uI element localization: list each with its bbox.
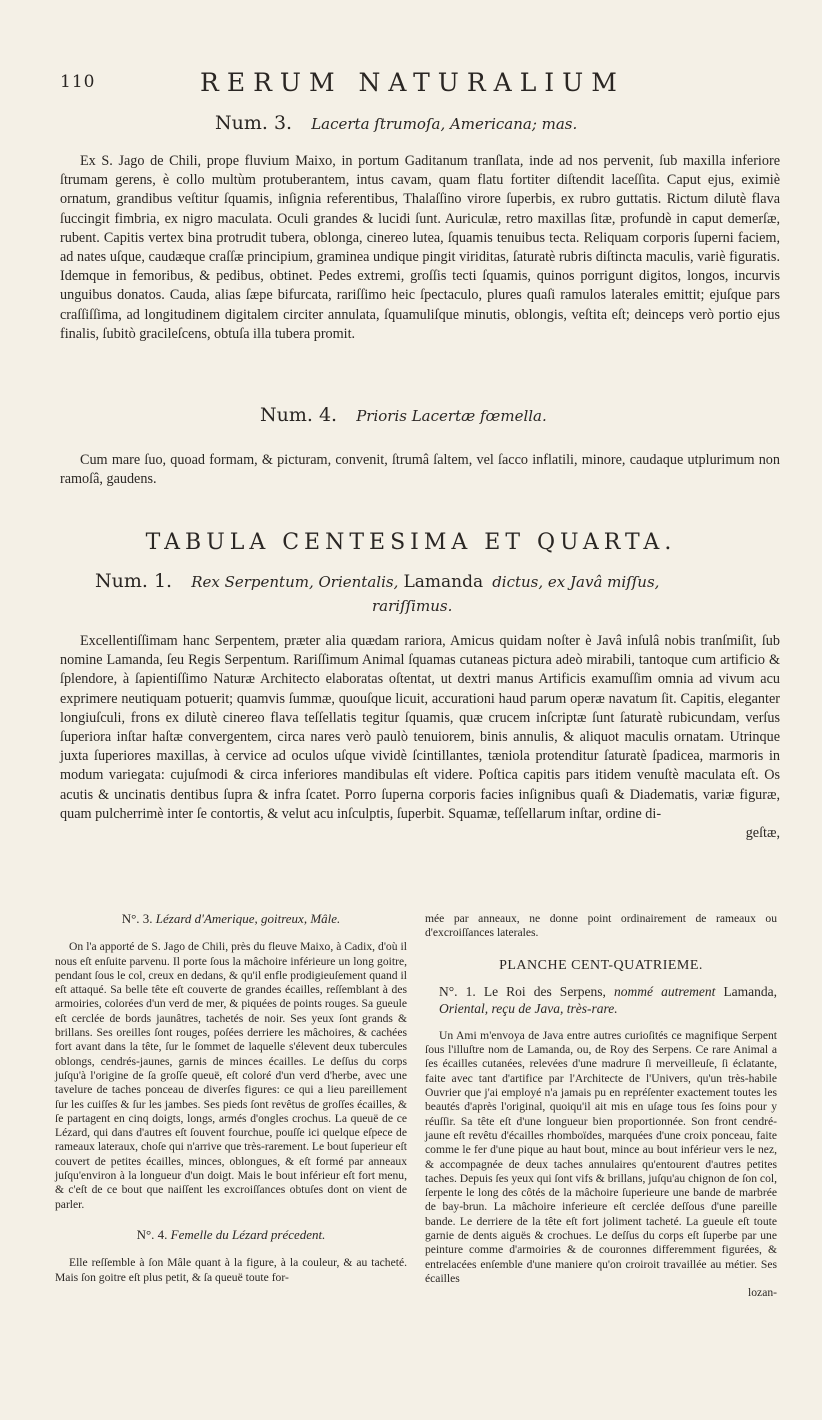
num1-name: Lamanda — [403, 572, 484, 592]
num1-heading — [95, 570, 659, 592]
num4-text: Cum mare ſuo, quoad formam, & picturam, convenit, ſtrumâ ſaltem, vel ſacco inflatili, minore, caudaque utplurimum non ramoſâ, gaudens. — [60, 452, 780, 488]
fr-planche-title: PLANCHE CENT-QUATRIEME. — [499, 957, 703, 973]
fr-num4-text: Elle reſſemble à ſon Mâle quant à la figure, à la couleur, & au tacheté. Mais ſon goitre eſt plus petit, & ſa queuë toute for- — [55, 1256, 407, 1284]
num1-text: Excellentiſſimam hanc Serpentem, præter alia quædam rariora, Amicus quidam noſter è Javâ inſulâ nobis tranſmiſit, ſub nomine Lamanda, ſeu Regis Serpentum. Rariſſimum Animal ſquamas cutaneas pictura adeò mirabili, tantoque cum artificio & ſplendore, à ſapientiſſimo Naturæ Architecto elaboratas oſtentat, ut dextri manus Artificis examuſſim omnia ad vivum acu exprimere neutiquam potuerit; quamvis ſummæ, quouſque licuit, accurationi haud parum operæ navatum ſit. Capitis, eleganter longiuſculi, frons ex dilutè cinereo flava teſſellatis tegitur ſquamis, quæ crucem inſcriptæ ſunt ſaturatè rubicundam, verſus ſuperiora inſtar haſtæ convergentem, circa nares verò paulò tenuiorem, binis annulis, & aliquot maculis ornatam. Utrinque juxta ſuperiores maxillas, à cervice ad oculos uſque vividè ſcintillantes, tæniola protenditur ſaturatè ſpadicea, marmoris in modum variegata: cujuſmodi & circa inferiores mandibulas eſt videre. Poſtica capitis pars itidem venuſtè maculata eſt. Os acutis & uncinatis dentibus ſupra & infra ſcatet. Porro ſuperna corporis facies inſignibus quaſi & Diadematis, variæ figuræ, quam pulcherrimè inter ſe contortis, & velut acu inſculptis, ſuperbit. Squamæ, teſſellarum inſtar, ordine di- — [60, 633, 780, 822]
fr-catchword: lozan- — [748, 1286, 777, 1300]
num4-heading — [260, 404, 547, 426]
num3-desc: Lacerta ſtrumoſa, Americana; mas. — [311, 115, 578, 133]
num4-desc: Prioris Lacertæ fœmella. — [356, 407, 547, 425]
num1-heading-line2 — [372, 596, 452, 615]
num4-paragraph — [60, 451, 780, 489]
num1-desc1: Rex Serpentum, Orientalis, — [191, 573, 399, 591]
num3-label: Num. 3. — [215, 112, 293, 134]
fr-roi-text: Un Ami m'envoya de Java entre autres curioſités ce magnifique Serpent ſous l'illuſtre nom de Lamanda, ou, de Roy des Serpens. Ce rare Animal a ſes écailles cutanées, relevées d'une madrure ſi merveilleuſe, ſi éclatante, faite avec tant d'artifice par l'Architecte de l'Univers, qu'un très-habile Ouvrier que j'ai employé n'a jamais pu en repréſenter exactement toutes les beautés d'après l'original, quoiqu'il ait mis en uſage tous ſes ſoins pour y réuſſir. Sa tête eſt d'une longueur bien proportionnée. Son front cendré-jaune eſt revêtu d'écailles rhomboïdes, marquées d'une croix ponceau, faite comme le fer d'une pique au haut bout, mince au bout inférieur vers le nez, & accompagnée de deux taches annulaires qu'entourent d'autres petites taches. Depuis ſes yeux qui ſont vifs & brillans, juſqu'au chignon de ſon col, ſerpente le long des côtés de la mâchoire ſuperieure une bande de marbrée de bay-brun. La mâchoire inferieure eſt cerclée deſſous d'une pareille bande. Le derriere de la tête eſt fort joliment tacheté. La gueule eſt toute garnie de dents aiguës & crochues. Le deſſus du corps eſt ſuperbe par une peinture comme d'armoiries & de couronnes differemment figurées, & entrelacées enſemble d'une maniere qu'on croiroit travaillée au métier. Ses écailles — [425, 1028, 777, 1285]
fr-num3-text: On l'a apporté de S. Jago de Chili, près du fleuve Maixo, à Cadix, d'où il nous eſt enſuite parvenu. Il porte ſous la mâchoire inférieure un long goitre, pendant ſous le col, creux en dedans, & qu'il enfle prodigieuſement quand il eſt attaqué. Sa belle tête eſt couverte de grandes écailles, reſſemblant à des armoiries, colorées d'un verd de mer, & piquées de points rouges. Sa gueule eſt cerclée de bords jaunâtres, tachetés de noir. Ses yeux ſont grands & brillans. Ses oreilles ſont rouges, poſées derriere les mâchoires, & cachées fort avant dans la tête, ſur le ſommet de laquelle s'élevent deux tubercules oblongs, cendrés-jaunes, garnis de minces écailles. Le deſſus du corps juſqu'à l'origine de ſa groſſe queuë, eſt coloré d'un verd d'herbe, avec une tavelure de taches ponceau de diverſes figures: ce qui a lieu pareillement ſur les cuiſſes & ſur les jambes. Ses pieds ſont revêtus de groſſes écailles, & ſe partagent en cinq doigts, longs, armés d'ongles crochus. La queuë de ce Lézard, qui dans d'autres eſt ſouvent fourchue, pouſſe ici quelque eſpece de rameaux lateraux, choſe qui n'arrive que très-rarement. Le bout ſuperieur eſt couvert de petites écailles, minces, oblongues, & eſt formé par anneaux juſqu'environ à la longueur d'un doigt. Mais le bout inférieur eſt fort menu, & c'eſt de ce bout que naiſſent les excroiſſances obtuſes dont on vient de parler. — [55, 940, 407, 1211]
num3-paragraph — [60, 152, 780, 344]
fr-roi-no: N°. 1. — [439, 983, 476, 999]
fr-num3-heading — [55, 912, 407, 926]
fr-roi-it2: Oriental, reçu de Java, très-rare. — [439, 1000, 618, 1016]
page-number: 110 — [60, 72, 96, 92]
num1-catchword: geſtæ, — [745, 825, 780, 842]
fr-num4-heading — [55, 1228, 407, 1242]
fr-num4-no: N°. 4. — [136, 1226, 168, 1242]
fr-continuation: mée par anneaux, ne donne point ordinairement de rameaux ou d'excroiſſances laterales. — [425, 912, 777, 940]
num3-text: Ex S. Jago de Chili, prope fluvium Maixo, in portum Gaditanum tranſlata, inde ad nos pervenit, ſub maxilla inferiore ſtrumam gerens, è collo multùm protuberantem, intus cavam, quam flatu fortiter diſtendit laceſſita. Caput ejus, eximiè ornatum, grandibus veſtitur ſquamis, inſignia referentibus, Thalaſſino virore ſuperbis, ex rubro guttatis. Rictum dilutè flava ſuccingit fimbria, ex nigro maculata. Oculi grandes & lucidi ſunt. Auriculæ, retro maxillas ſitæ, profundè in caput demerſæ, rubent. Capitis vertex bina protrudit tubera, oblonga, cinereo lutea, ſquamis tenuibus tecta. Reliquam corporis ſuperni faciem, ad nates uſque, caudæque craſſæ principium, graminea undique pingit viriditas, ſaturatè rubris diſtincta maculis, variè figuratis. Idemque in femoribus, & pedibus, obtinet. Pedes extremi, groſſis tecti ſquamis, quinos porrigunt digitos, longos, incurvis unguibus donatos. Cauda, alias ſæpe bifurcata, rariſſimo heic ſpectaculo, plures quaſi ramulos laterales emittit; ejuſque pars craſſiſſima, ad longitudinem digitalem circiter annulata, ſquamuliſque minutis, oblongis, veſtita eſt; deinceps verò portio ejus finalis, ſubitò gracileſcens, obtuſa illa tubera promit. — [60, 153, 780, 342]
running-title: RERUM NATURALIUM — [200, 68, 625, 97]
tabula-title: TABULA CENTESIMA ET QUARTA. — [145, 530, 677, 555]
num1-desc2: dictus, ex Javâ miſſus, — [492, 573, 660, 591]
num1-label: Num. 1. — [95, 570, 173, 592]
fr-roi-it1: nommé autrement — [614, 983, 716, 999]
fr-roi-title: Le Roi des Serpens, — [483, 983, 606, 999]
fr-roi-heading — [425, 983, 777, 1017]
fr-roi-name: Lamanda, — [723, 983, 778, 999]
num3-heading — [215, 112, 577, 134]
french-right-column — [425, 912, 777, 1301]
running-head — [60, 68, 760, 98]
num4-label: Num. 4. — [260, 404, 338, 426]
fr-num3-title: Lézard d'Amerique, goitreux, Mâle. — [155, 911, 341, 926]
fr-num3-no: N°. 3. — [121, 911, 153, 926]
num1-paragraph — [60, 632, 780, 843]
fr-num4-title: Femelle du Lézard précedent. — [170, 1226, 326, 1242]
french-left-column — [55, 912, 407, 1285]
num1-desc3: rariſſimus. — [372, 597, 453, 615]
